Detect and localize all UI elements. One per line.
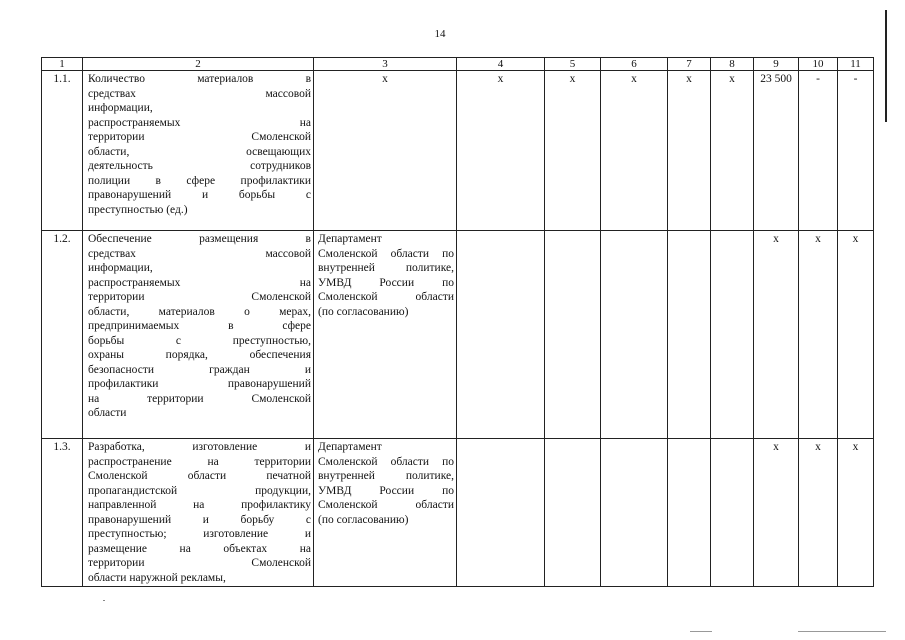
- measure-name: [83, 439, 314, 587]
- column-header: 10: [799, 58, 838, 71]
- column-header: 3: [314, 58, 457, 71]
- value-cell: х: [838, 231, 874, 439]
- measure-name-line: деятельность сотрудников: [88, 160, 311, 172]
- measure-name-line: профилактики правонарушений: [88, 378, 311, 390]
- measure-name-line: борьбы с преступностью,: [88, 334, 311, 347]
- value-cell: х: [754, 439, 799, 587]
- measure-name-line: пропагандистской продукции,: [88, 484, 311, 497]
- measure-name-line: на территории Смоленской: [88, 392, 311, 405]
- measure-name-line: области: [88, 407, 127, 419]
- measure-name-line: направленной на профилактику: [88, 499, 311, 511]
- executor-line: внутренней политике,: [318, 262, 454, 274]
- measure-name-line: безопасности граждан и: [88, 363, 311, 376]
- measure-name-line: правонарушений и борьбу с: [88, 513, 311, 526]
- executor-line: Смоленской области: [318, 291, 454, 303]
- value-cell: [601, 439, 668, 587]
- executor: [314, 71, 457, 231]
- table-row: [42, 71, 874, 231]
- value-cell: [668, 231, 711, 439]
- value-cell: х: [799, 439, 838, 587]
- value-cell: [457, 439, 545, 587]
- column-header: 7: [668, 58, 711, 71]
- value-cell: х: [754, 231, 799, 439]
- measure-name-line: распространяемых на: [88, 116, 311, 129]
- measure-name-line: территории Смоленской: [88, 557, 311, 569]
- scan-artifact-dot: [103, 600, 105, 601]
- value-cell: [545, 231, 601, 439]
- value-cell: [668, 439, 711, 587]
- page-number: 14: [434, 28, 446, 40]
- measure-name-line: размещение на объектах на: [88, 542, 311, 555]
- value-cell: [711, 231, 754, 439]
- measure-name-line: Обеспечение размещения в: [88, 233, 311, 245]
- executor-line: Смоленской области: [318, 499, 454, 511]
- value-cell: [545, 439, 601, 587]
- value-cell: х: [545, 71, 601, 231]
- column-header: 2: [83, 58, 314, 71]
- value-cell: -: [838, 71, 874, 231]
- measure-name: [83, 231, 314, 439]
- measure-name-line: территории Смоленской: [88, 291, 311, 303]
- row-number: 1.1.: [42, 71, 83, 231]
- measure-name-line: области наружной рекламы,: [88, 571, 226, 584]
- executor-line: (по согласованию): [318, 513, 409, 526]
- measure-name-line: Разработка, изготовление и: [88, 441, 311, 453]
- measure-name-line: преступностью; изготовление и: [88, 528, 311, 540]
- measure-name-line: информации,: [88, 262, 153, 274]
- measure-name-line: предпринимаемых в сфере: [88, 320, 311, 332]
- measure-name-line: полиции в сфере профилактики: [88, 174, 311, 187]
- value-cell: [601, 231, 668, 439]
- executor-line: УМВД России по: [318, 484, 454, 497]
- measure-name-line: области, освещающих: [88, 145, 311, 158]
- measure-name-line: распространяемых на: [88, 276, 311, 289]
- measure-name-line: преступностью (ед.): [88, 203, 188, 216]
- executor-line: Смоленской области по: [318, 247, 454, 260]
- measure-name-line: Смоленской области печатной: [88, 470, 311, 482]
- value-cell: х: [601, 71, 668, 231]
- column-header: 4: [457, 58, 545, 71]
- table-row: [42, 439, 874, 587]
- executor-line: (по согласованию): [318, 305, 409, 318]
- column-header: 5: [545, 58, 601, 71]
- value-cell: [711, 439, 754, 587]
- table-row: [42, 231, 874, 439]
- measure-name-line: области, материалов о мерах,: [88, 305, 311, 318]
- margin-rule: [885, 10, 887, 122]
- row-number: 1.2.: [42, 231, 83, 439]
- executor: [314, 231, 457, 439]
- column-header: 6: [601, 58, 668, 71]
- value-cell: [457, 231, 545, 439]
- column-header: 1: [42, 58, 83, 71]
- column-header: 8: [711, 58, 754, 71]
- value-cell: -: [799, 71, 838, 231]
- executor: [314, 439, 457, 587]
- measure-name-line: территории Смоленской: [88, 131, 311, 143]
- value-cell: х: [838, 439, 874, 587]
- scan-artifact-line: [690, 631, 712, 632]
- measure-name-line: средствах массовой: [88, 247, 311, 260]
- column-header: 11: [838, 58, 874, 71]
- row-number: 1.3.: [42, 439, 83, 587]
- measure-name-line: средствах массовой: [88, 87, 311, 100]
- executor-line: Департамент: [318, 233, 382, 245]
- program-measures-table: [41, 57, 874, 587]
- value-cell: 23 500: [754, 71, 799, 231]
- value-cell: х: [457, 71, 545, 231]
- measure-name-line: распространение на территории: [88, 455, 311, 468]
- measure-name-line: Количество материалов в: [88, 73, 311, 85]
- value-cell: х: [711, 71, 754, 231]
- column-header: 9: [754, 58, 799, 71]
- measure-name-line: охраны порядка, обеспечения: [88, 349, 311, 361]
- scan-artifact-line: [798, 631, 886, 632]
- value-cell: х: [799, 231, 838, 439]
- value-cell: х: [668, 71, 711, 231]
- executor-line: УМВД России по: [318, 276, 454, 289]
- measure-name: [83, 71, 314, 231]
- measure-name-line: правонарушений и борьбы с: [88, 189, 311, 201]
- executor-line: внутренней политике,: [318, 470, 454, 482]
- executor-line: х: [382, 73, 388, 85]
- executor-line: Департамент: [318, 441, 382, 453]
- measure-name-line: информации,: [88, 102, 153, 114]
- column-number-row: [42, 58, 874, 71]
- executor-line: Смоленской области по: [318, 455, 454, 468]
